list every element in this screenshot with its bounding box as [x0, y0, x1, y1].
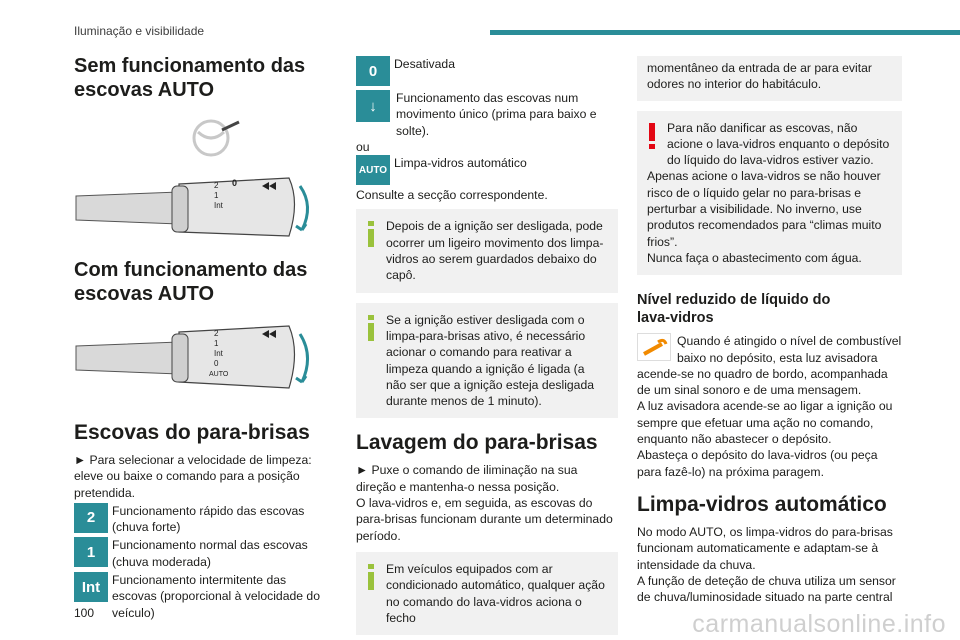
speed-item-text: Funcionamento rápido das escovas (chuva forte): [112, 503, 305, 535]
item-single-text: Funcionamento das escovas num movimento único (prima para baixo e solte).: [396, 91, 597, 138]
header-accent-bar: [490, 30, 960, 35]
stalk-auto-label-2: 2: [214, 329, 219, 338]
heading-wash: Lavagem do para-brisas: [356, 431, 598, 455]
item-auto: [356, 155, 618, 185]
ou-text: ou: [356, 139, 370, 154]
wiper-stalk-icon: [74, 172, 330, 244]
heading-low-level: Nível reduzido de líquido do lava-vidros: [637, 292, 831, 327]
speed-item-intermittent: [74, 572, 330, 621]
wiper-stalk-auto-icon: [74, 320, 330, 396]
page-number: 100: [74, 606, 95, 620]
washer-warning-lamp-icon: [637, 333, 671, 361]
low-level-p1: Quando é atingido o nível de combustível baixo no depósito, esta luz avisadora acende-se no quadro de bordo, acompanhada de um sinal sonoro e de uma mensagem.: [637, 334, 902, 398]
info-icon: [368, 564, 374, 590]
item-off: [356, 56, 618, 86]
speed-item-text: Funcionamento intermitente das escovas (proporcional à velocidade do veículo): [112, 573, 320, 620]
warning-note: [637, 111, 902, 276]
info-note-2: [356, 303, 618, 419]
watermark: carmanualsonline.info: [692, 610, 946, 638]
heading-with-auto: Com funcionamento das escovas AUTO: [74, 259, 308, 305]
note-continued-text: momentâneo da entrada de ar para evitar odores no interior do habitáculo.: [647, 61, 872, 92]
stalk-figure-no-auto: [74, 172, 330, 244]
note-continued: [637, 56, 902, 101]
single-wipe-arrow-icon: ↓: [356, 90, 390, 122]
wipers-intro: ► Para selecionar a velocidade de limpeza: eleve ou baixe o comando para a posição pretendida.: [74, 453, 312, 500]
stalk-label-1: 1: [214, 191, 219, 200]
info-note-1: [356, 209, 618, 292]
stalk-label-int: Int: [214, 201, 223, 210]
steering-wheel-icon: [74, 114, 330, 166]
auto-p2: A função de deteção de chuva utiliza um sensor de chuva/luminosidade situado na parte central: [637, 573, 896, 605]
item-single: [356, 90, 618, 139]
speed-int-icon: Int: [74, 572, 108, 602]
column-right: [637, 56, 902, 605]
consult-text: Consulte a secção correspondente.: [356, 188, 548, 203]
steering-wheel-figure: [74, 114, 330, 166]
note-2-text: Se a ignição estiver desligada com o limpa-para-brisas ativo, é necessário acionar o comando para reativar a limpeza quando a ignição é ligada (a não ser que a ignição esteja desligada durante menos de 1 minuto).: [386, 312, 595, 409]
warning-icon: [649, 123, 655, 149]
stalk-label-0: 0: [232, 178, 238, 188]
speed-1-icon: 1: [74, 537, 108, 567]
wash-p1: ► Puxe o comando de iliminação na sua direção e mantenha-o nessa posição.: [356, 463, 578, 494]
speed-item-normal: [74, 537, 330, 570]
stalk-auto-label-auto: AUTO: [209, 371, 229, 378]
info-icon: [368, 315, 374, 341]
column-middle: [356, 56, 618, 635]
stalk-auto-label-int: Int: [214, 349, 223, 358]
stalk-auto-label-1: 1: [214, 339, 219, 348]
info-note-3: [356, 552, 618, 635]
speed-list: [74, 503, 330, 621]
auto-icon: AUTO: [356, 155, 390, 185]
stalk-auto-label-0: 0: [214, 359, 219, 368]
auto-p1: No modo AUTO, os limpa-vidros do para-brisas funcionam automaticamente e adaptam-se à intensidade da chuva.: [637, 524, 893, 572]
warning-text-2: Apenas acione o lava-vidros se não houver risco de o líquido gelar no para-brisas e perturbar a visibilidade. No inverno, use produtos recomendados para “climas muito frios”.: [647, 169, 882, 249]
column-left: [74, 54, 330, 623]
speed-2-icon: 2: [74, 503, 108, 533]
low-level-p3: Abasteça o depósito do lava-vidros (ou peça para fazê-lo) na próxima paragem.: [637, 448, 878, 479]
heading-wipers: Escovas do para-brisas: [74, 421, 310, 444]
item-off-text: Desativada: [394, 57, 455, 71]
item-auto-text: Limpa-vidros automático: [394, 156, 527, 171]
warning-text-1: Para não danificar as escovas, não acione o lava-vidros enquanto o depósito do líquido do lava-vidros estiver vazio.: [667, 120, 890, 168]
stalk-label-2: 2: [214, 181, 219, 190]
running-header: Iluminação e visibilidade: [74, 24, 205, 38]
stalk-figure-with-auto: [74, 320, 330, 396]
note-3-text: Em veículos equipados com ar condicionado automático, qualquer ação no comando do lava-vidros aciona o fecho: [386, 561, 605, 625]
speed-item-text: Funcionamento normal das escovas (chuva moderada): [112, 538, 308, 569]
heading-auto-wipers: Limpa-vidros automático: [637, 492, 887, 516]
low-level-block: [637, 333, 902, 480]
wash-p2: O lava-vidros e, em seguida, as escovas do para-brisas funcionam durante um determinado período.: [356, 496, 613, 543]
speed-item-fast: [74, 503, 330, 536]
heading-no-auto: Sem funcionamento das escovas AUTO: [74, 55, 306, 101]
info-icon: [368, 221, 374, 247]
low-level-p2: A luz avisadora acende-se ao ligar a ignição ou sempre que efetuar uma ação no comando, enquanto não abastecer o depósito.: [637, 399, 893, 447]
warning-text-3: Nunca faça o abastecimento com água.: [647, 250, 862, 265]
off-0-icon: 0: [356, 56, 390, 86]
note-1-text: Depois de a ignição ser desligada, pode ocorrer um ligeiro movimento dos limpa-vidros ao serem guardados debaixo do capô.: [386, 219, 604, 283]
